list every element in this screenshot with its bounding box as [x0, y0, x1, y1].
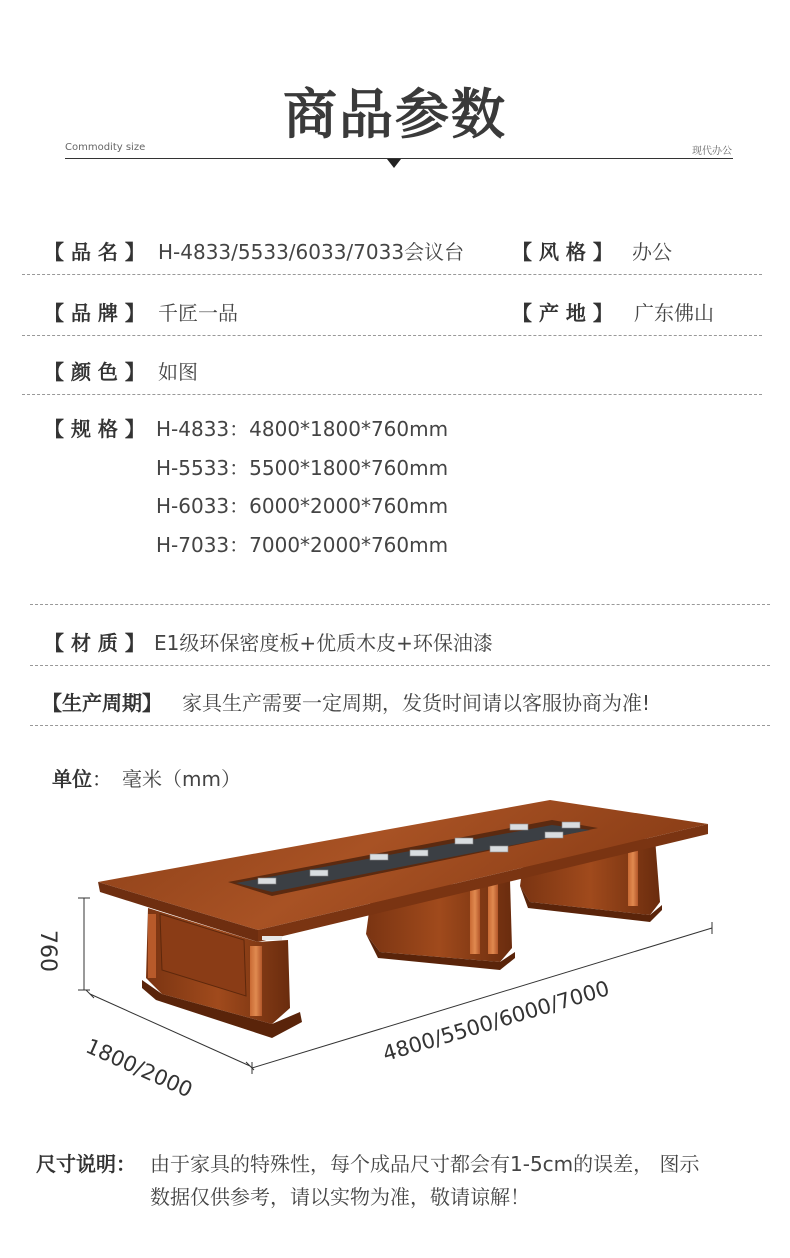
cycle-label: 【生产周期】: [42, 691, 162, 715]
divider: [30, 725, 770, 726]
spec-line: H-5533：5500*1800*760mm: [156, 456, 449, 480]
spec-line: H-4833：4800*1800*760mm: [156, 417, 449, 441]
depth-dimension: 1800/2000: [82, 1034, 197, 1103]
name-label: 【 品 名 】: [44, 240, 145, 264]
note-line: 数据仅供参考，请以实物为准，敬请谅解！: [150, 1185, 530, 1209]
spec-line: H-7033：7000*2000*760mm: [156, 533, 449, 557]
triangle-marker-icon: [387, 159, 401, 168]
brand-value: 千匠一品: [158, 301, 238, 325]
name-value: H-4833/5533/6033/7033会议台: [158, 240, 465, 264]
divider: [30, 665, 770, 666]
material-label: 【 材 质 】: [44, 631, 145, 655]
brand-label: 【 品 牌 】: [44, 301, 145, 325]
length-dimension: 4800/5500/6000/7000: [380, 976, 613, 1067]
origin-label: 【 产 地 】: [512, 301, 613, 325]
cycle-value: 家具生产需要一定周期，发货时间请以客服协商为准!: [182, 691, 651, 715]
page-title: 商品参数: [283, 83, 507, 146]
divider: [30, 604, 770, 605]
divider: [22, 335, 762, 336]
subtitle-category: 现代办公: [692, 146, 732, 157]
unit-value: 毫米（mm）: [122, 767, 241, 791]
unit-label: 单位：: [52, 767, 112, 791]
note-line: 由于家具的特殊性，每个成品尺寸都会有1-5cm的误差， 图示: [150, 1152, 700, 1176]
divider: [22, 394, 762, 395]
spec-line: H-6033：6000*2000*760mm: [156, 494, 449, 518]
material-value: E1级环保密度板+优质木皮+环保油漆: [154, 631, 493, 655]
subtitle-english: Commodity size: [65, 142, 146, 153]
color-value: 如图: [158, 360, 198, 384]
origin-value: 广东佛山: [634, 301, 714, 325]
spec-label: 【 规 格 】: [44, 417, 145, 441]
style-value: 办公: [632, 240, 672, 264]
divider: [22, 274, 762, 275]
note-label: 尺寸说明：: [36, 1152, 136, 1176]
height-dimension: 760: [35, 930, 60, 972]
style-label: 【 风 格 】: [512, 240, 613, 264]
color-label: 【 颜 色 】: [44, 360, 145, 384]
